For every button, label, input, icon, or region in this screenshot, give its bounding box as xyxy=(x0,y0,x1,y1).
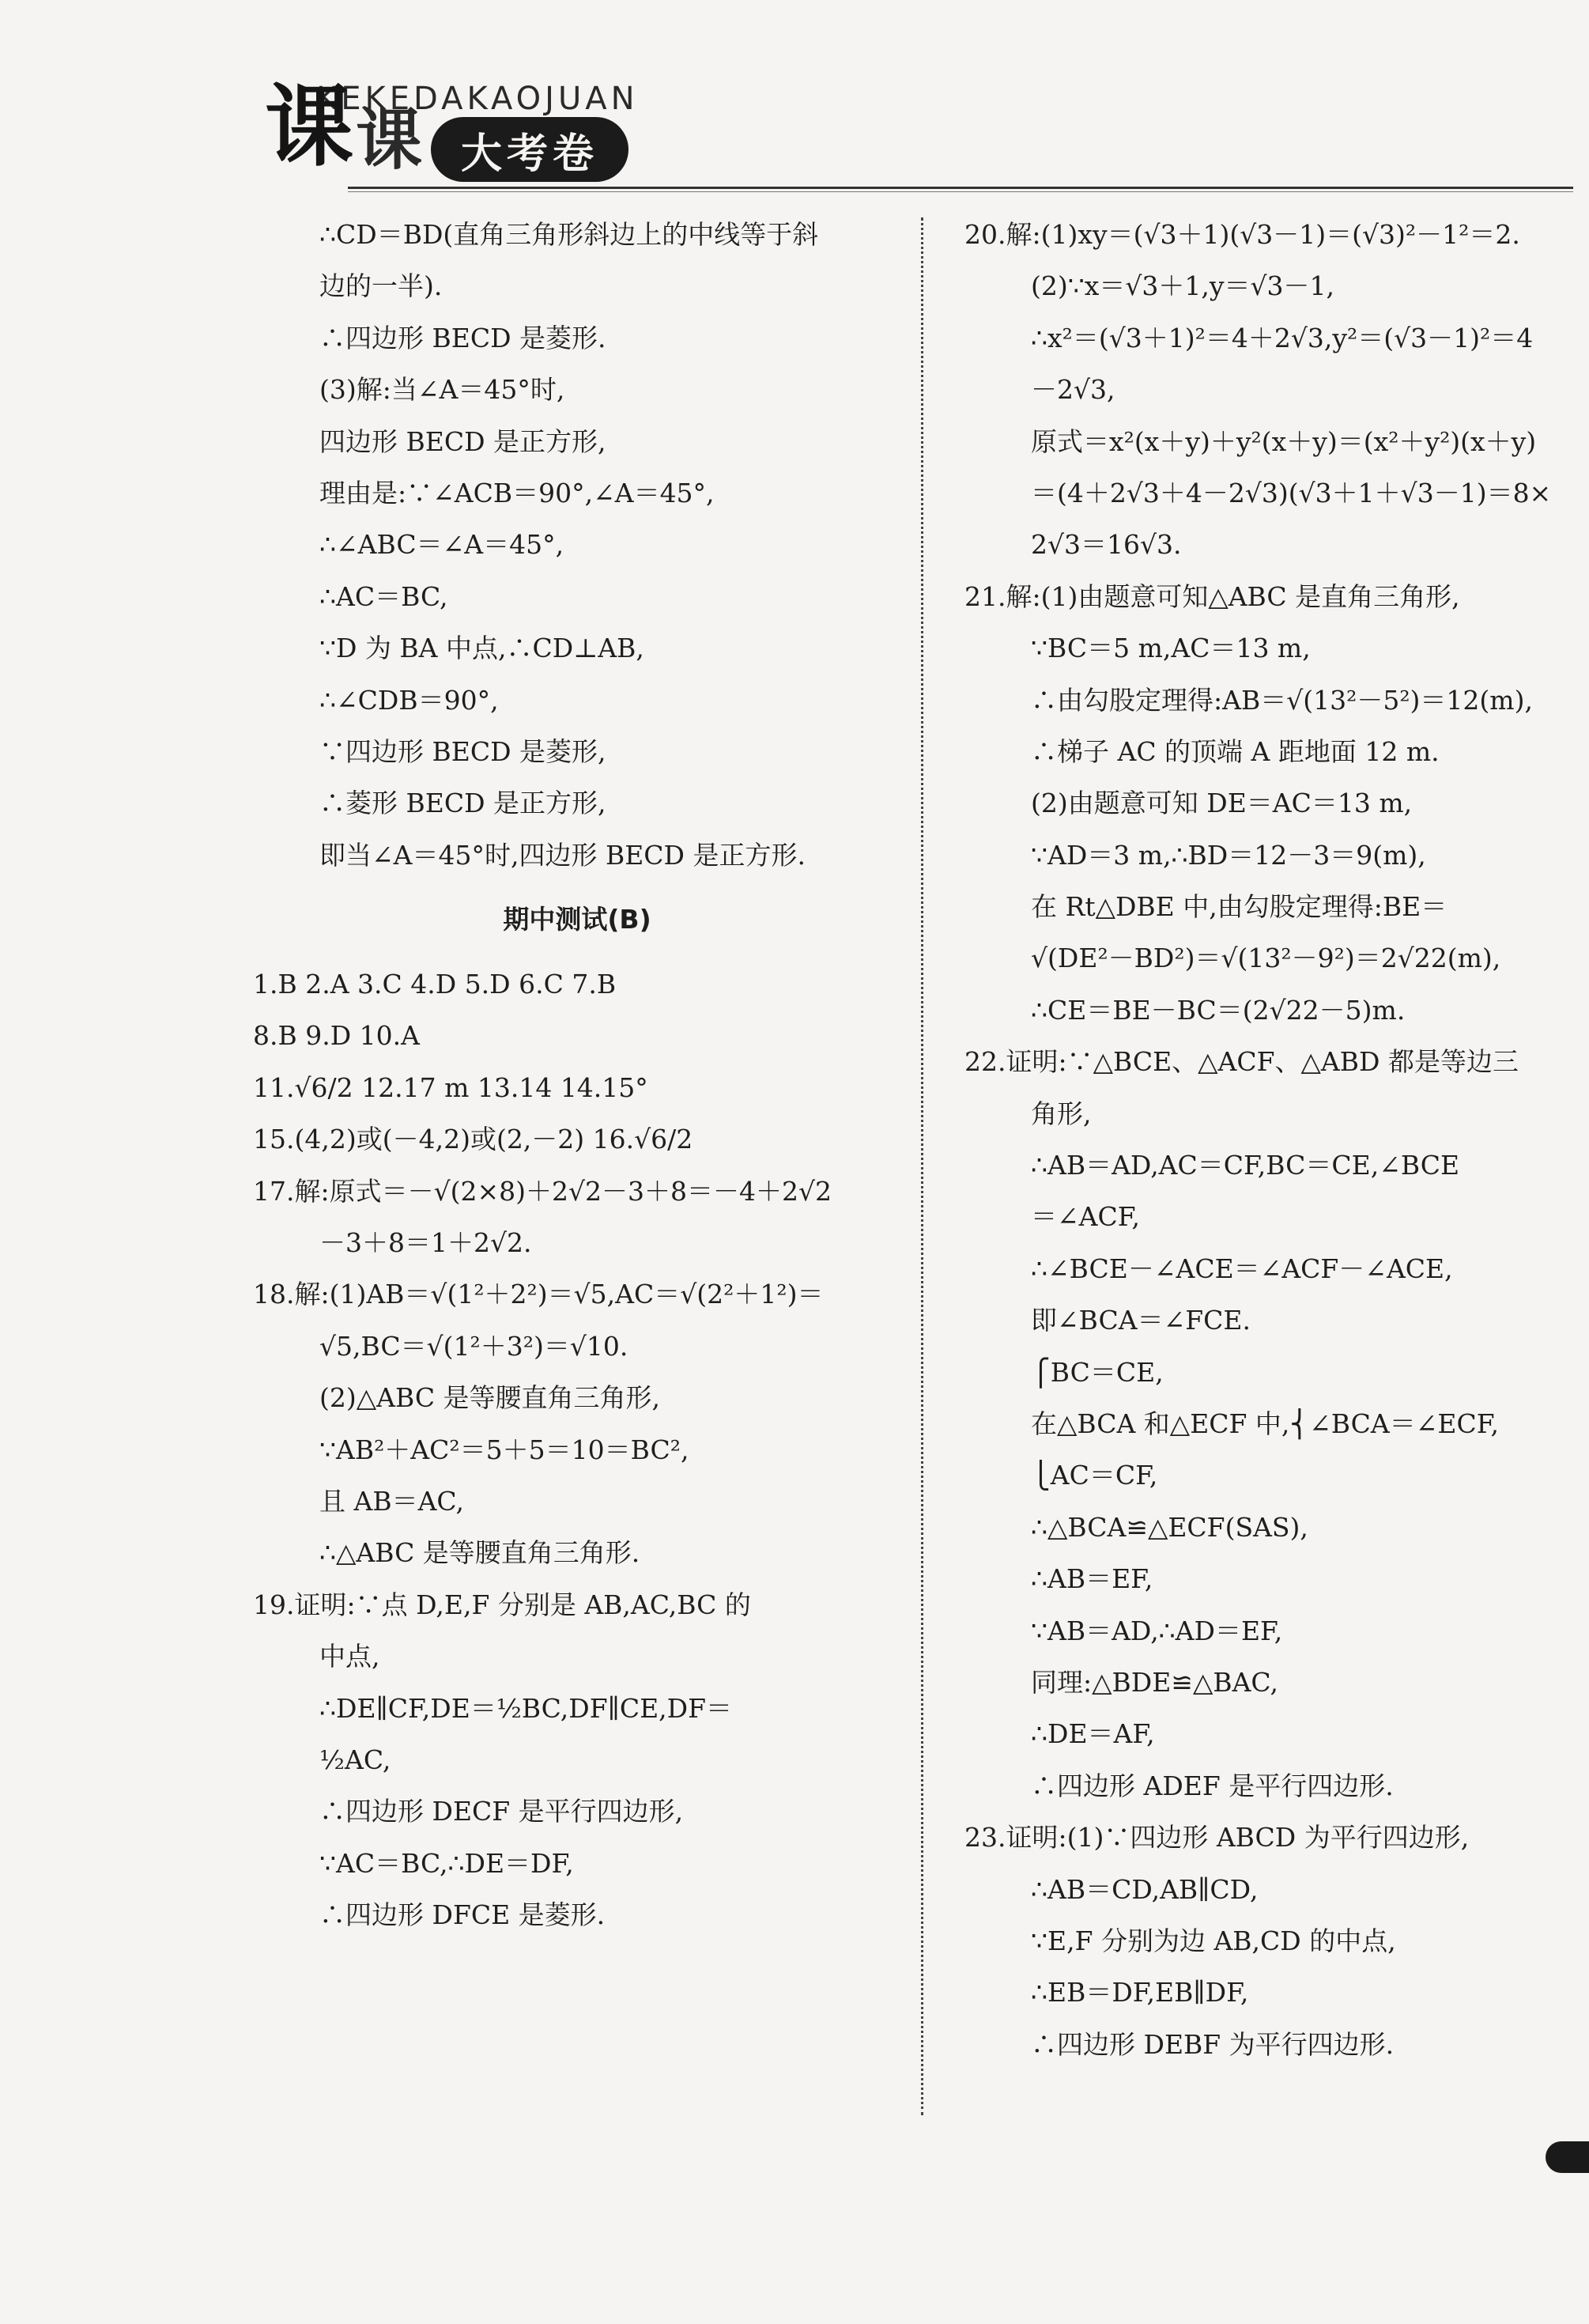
answer-line: 17.解:原式＝－√(2×8)＋2√2－3＋8＝－4＋2√2 xyxy=(253,1175,832,1207)
text-line: ∴EB＝DF,EB∥DF, xyxy=(1031,1977,1249,2008)
column-divider xyxy=(921,217,923,2115)
answer-line: ∴△ABC 是等腰直角三角形. xyxy=(319,1537,640,1569)
text-line: 理由是:∵∠ACB＝90°,∠A＝45°, xyxy=(319,477,715,508)
text-line: ∴四边形 ADEF 是平行四边形. xyxy=(1031,1770,1394,1801)
text-line: ⎩AC＝CF, xyxy=(1031,1460,1158,1491)
text-line: (3)解:当∠A＝45°时, xyxy=(319,374,565,406)
text-line: 同理:△BDE≌△BAC, xyxy=(1031,1666,1278,1698)
text-line: ∴由勾股定理得:AB＝√(13²－5²)＝12(m), xyxy=(1031,684,1533,716)
answer-line: 19.证明:∵点 D,E,F 分别是 AB,AC,BC 的 xyxy=(253,1589,751,1620)
brand-char-2: 课 xyxy=(356,100,423,179)
text-line: ∴菱形 BECD 是正方形, xyxy=(319,788,606,819)
text-line: ＝(4＋2√3＋4－2√3)(√3＋1＋√3－1)＝8× xyxy=(1031,477,1552,508)
text-line: 22.证明:∵△BCE、△ACF、△ABD 都是等边三 xyxy=(964,1046,1519,1078)
text-line: ∵BC＝5 m,AC＝13 m, xyxy=(1031,633,1311,664)
text-line: ∴△BCA≌△ECF(SAS), xyxy=(1031,1511,1308,1543)
text-line: ∴∠BCE－∠ACE＝∠ACF－∠ACE, xyxy=(1031,1253,1453,1284)
text-line: ∴AB＝CD,AB∥CD, xyxy=(1031,1873,1259,1905)
text-line: 在△BCA 和△ECF 中,⎨∠BCA＝∠ECF, xyxy=(1031,1408,1499,1439)
text-line: ∵四边形 BECD 是菱形, xyxy=(319,735,606,767)
answer-line: ½AC, xyxy=(319,1744,391,1775)
section-title: 期中测试(B) xyxy=(503,904,651,935)
text-line: (2)由题意可知 DE＝AC＝13 m, xyxy=(1031,788,1413,819)
text-line: 2√3＝16√3. xyxy=(1031,529,1182,561)
text-line: ⎧BC＝CE, xyxy=(1031,1356,1164,1388)
text-line: ∵AD＝3 m,∴BD＝12－3＝9(m), xyxy=(1031,839,1426,871)
text-line: －2√3, xyxy=(1031,374,1115,406)
text-line: 21.解:(1)由题意可知△ABC 是直角三角形, xyxy=(964,580,1460,612)
answer-line: √5,BC＝√(1²＋3²)＝√10. xyxy=(319,1330,628,1362)
answer-line: ∴四边形 DFCE 是菱形. xyxy=(319,1899,606,1931)
text-line: ＝∠ACF, xyxy=(1031,1201,1140,1233)
text-line: 23.证明:(1)∵四边形 ABCD 为平行四边形, xyxy=(964,1822,1470,1854)
brand-seal: 大考卷 xyxy=(431,117,628,182)
text-line: ∴∠ABC＝∠A＝45°, xyxy=(319,529,564,561)
text-line: 20.解:(1)xy＝(√3＋1)(√3－1)＝(√3)²－1²＝2. xyxy=(964,219,1520,250)
text-line: ∴AB＝EF, xyxy=(1031,1563,1153,1595)
answer-line: ∵AB²＋AC²＝5＋5＝10＝BC², xyxy=(319,1434,689,1465)
text-line: 四边形 BECD 是正方形, xyxy=(319,425,606,457)
text-line: ∵AB＝AD,∴AD＝EF, xyxy=(1031,1615,1283,1646)
right-column xyxy=(964,209,1565,2070)
answer-line: 18.解:(1)AB＝√(1²＋2²)＝√5,AC＝√(2²＋1²)＝ xyxy=(253,1279,824,1310)
text-line: ∴AC＝BC, xyxy=(319,580,448,612)
text-line: ∴∠CDB＝90°, xyxy=(319,684,499,716)
page-edge-tab xyxy=(1546,2141,1589,2173)
text-line: (2)∵x＝√3＋1,y＝√3－1, xyxy=(1031,270,1335,302)
brand-char-1: 课 xyxy=(265,75,353,179)
text-line: 即∠BCA＝∠FCE. xyxy=(1031,1305,1251,1336)
left-column xyxy=(253,209,901,1941)
text-line: 边的一半). xyxy=(319,270,443,302)
answer-line: 1.B 2.A 3.C 4.D 5.D 6.C 7.B xyxy=(253,969,617,1000)
text-line: ∴梯子 AC 的顶端 A 距地面 12 m. xyxy=(1031,735,1440,767)
text-line: ∴四边形 DEBF 为平行四边形. xyxy=(1031,2028,1395,2060)
answer-line: ∵AC＝BC,∴DE＝DF, xyxy=(319,1847,574,1879)
brand-latin: KEKEDAKAOJUAN xyxy=(316,81,639,117)
answer-line: 且 AB＝AC, xyxy=(319,1485,464,1517)
text-line: ∴CD＝BD(直角三角形斜边上的中线等于斜 xyxy=(319,219,819,250)
text-line: 即当∠A＝45°时,四边形 BECD 是正方形. xyxy=(319,839,806,871)
text-line: ∴CE＝BE－BC＝(2√22－5)m. xyxy=(1031,994,1406,1026)
text-line: 原式＝x²(x＋y)＋y²(x＋y)＝(x²＋y²)(x＋y) xyxy=(1031,425,1537,457)
answer-line: 15.(4,2)或(－4,2)或(2,－2) 16.√6/2 xyxy=(253,1124,693,1155)
answer-line: 中点, xyxy=(319,1641,380,1672)
answer-line: ∴四边形 DECF 是平行四边形, xyxy=(319,1796,684,1827)
text-line: 角形, xyxy=(1031,1098,1092,1129)
text-line: √(DE²－BD²)＝√(13²－9²)＝2√22(m), xyxy=(1031,943,1501,974)
text-line: ∴x²＝(√3＋1)²＝4＋2√3,y²＝(√3－1)²＝4 xyxy=(1031,322,1534,353)
text-line: ∵E,F 分别为边 AB,CD 的中点, xyxy=(1031,1925,1396,1956)
text-line: ∴AB＝AD,AC＝CF,BC＝CE,∠BCE xyxy=(1031,1150,1460,1181)
text-line: ∴DE＝AF, xyxy=(1031,1718,1155,1750)
answer-line: ∴DE∥CF,DE＝½BC,DF∥CE,DF＝ xyxy=(319,1692,733,1724)
answer-line: 8.B 9.D 10.A xyxy=(253,1020,420,1052)
answer-line: (2)△ABC 是等腰直角三角形, xyxy=(319,1382,661,1414)
header-rule xyxy=(348,187,1573,192)
answer-line: 11.√6/2 12.17 m 13.14 14.15° xyxy=(253,1071,648,1103)
answer-line: －3＋8＝1＋2√2. xyxy=(319,1227,532,1259)
page-header xyxy=(0,0,1589,198)
text-line: 在 Rt△DBE 中,由勾股定理得:BE＝ xyxy=(1031,891,1447,923)
text-line: ∵D 为 BA 中点,∴CD⊥AB, xyxy=(319,633,644,664)
text-line: ∴四边形 BECD 是菱形. xyxy=(319,322,606,353)
